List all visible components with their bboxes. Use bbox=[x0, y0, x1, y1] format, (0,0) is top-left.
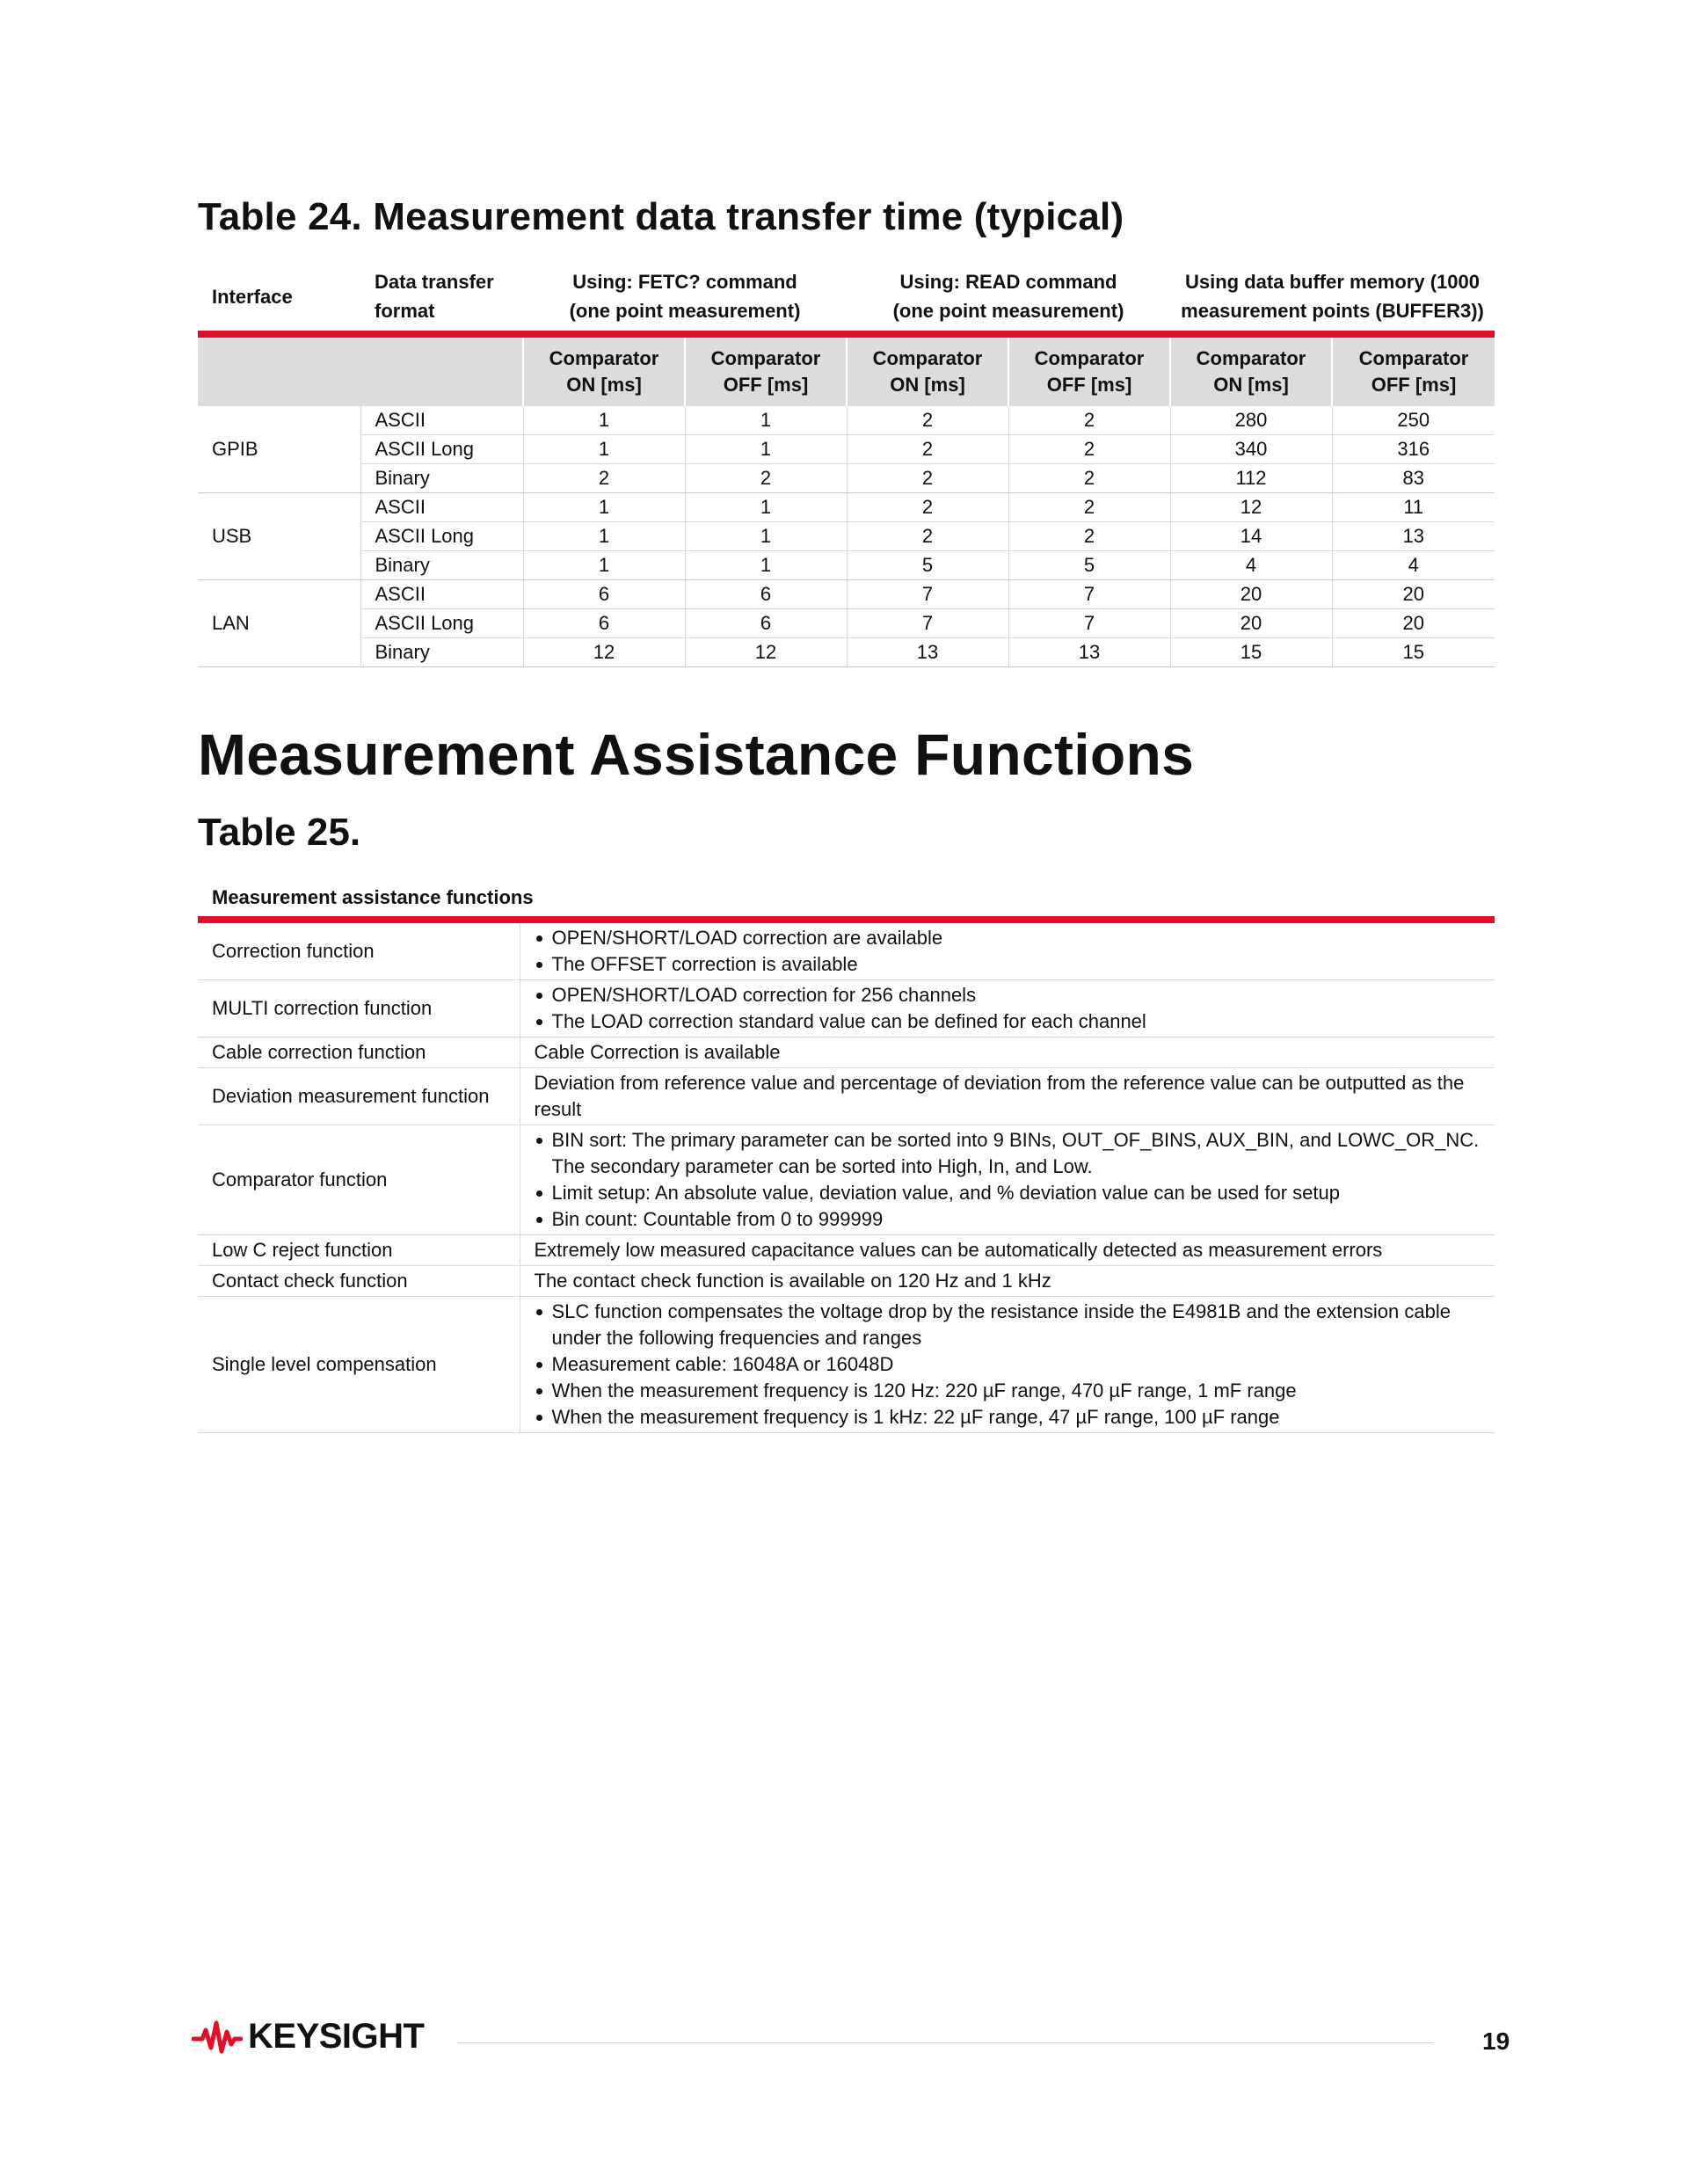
value-cell: 2 bbox=[847, 493, 1008, 522]
header-buffer bbox=[1170, 262, 1495, 331]
function-description-cell bbox=[520, 923, 1495, 980]
table24-title: Table 24. Measurement data transfer time (typical) bbox=[198, 195, 1124, 238]
value-cell: 7 bbox=[847, 609, 1008, 638]
table-row bbox=[198, 580, 1495, 609]
value-cell: 6 bbox=[523, 609, 685, 638]
value-cell: 20 bbox=[1332, 580, 1495, 609]
header-fetc-line1: Using: FETC? command bbox=[572, 271, 797, 293]
header-fetc bbox=[523, 262, 847, 331]
section-title: Measurement Assistance Functions bbox=[198, 722, 1195, 787]
subheader-label: Comparator bbox=[1196, 347, 1306, 369]
bullet-item: SLC function compensates the voltage drop by the resistance inside the E4981B and the extension cable under the following frequencies and ranges bbox=[535, 1299, 1487, 1351]
subheader-unit: OFF [ms] bbox=[1371, 374, 1457, 396]
value-cell: 13 bbox=[847, 638, 1008, 667]
format-cell: ASCII bbox=[360, 406, 523, 435]
subheader-label: Comparator bbox=[1034, 347, 1145, 369]
format-cell: Binary bbox=[360, 551, 523, 580]
table-row bbox=[198, 638, 1495, 667]
header-fetc-line2: (one point measurement) bbox=[569, 300, 801, 322]
footer-divider bbox=[457, 2042, 1433, 2043]
subheader-buffer-on bbox=[1170, 338, 1332, 406]
subheader-read-on bbox=[847, 338, 1008, 406]
function-description-cell: Extremely low measured capacitance values can be automatically detected as measurement errors bbox=[520, 1235, 1495, 1266]
value-cell: 2 bbox=[847, 464, 1008, 493]
subheader-label: Comparator bbox=[549, 347, 659, 369]
table-row bbox=[198, 1125, 1495, 1235]
value-cell: 7 bbox=[1008, 580, 1170, 609]
value-cell: 6 bbox=[685, 609, 847, 638]
table25-red-rule bbox=[198, 916, 1495, 923]
function-description-cell: Deviation from reference value and percentage of deviation from the reference value can be outputted as the result bbox=[520, 1068, 1495, 1125]
table-row bbox=[198, 1266, 1495, 1297]
interface-cell: USB bbox=[198, 493, 360, 580]
header-interface: Interface bbox=[212, 285, 293, 308]
subheader-unit: ON [ms] bbox=[890, 374, 965, 396]
table-row bbox=[198, 609, 1495, 638]
header-buffer-line2: measurement points (BUFFER3)) bbox=[1181, 300, 1484, 322]
table-row bbox=[198, 522, 1495, 551]
bullet-item: Measurement cable: 16048A or 16048D bbox=[535, 1351, 1487, 1378]
value-cell: 1 bbox=[523, 551, 685, 580]
table-row bbox=[198, 1037, 1495, 1068]
value-cell: 20 bbox=[1170, 580, 1332, 609]
table-row bbox=[198, 464, 1495, 493]
value-cell: 6 bbox=[523, 580, 685, 609]
subheader-unit: OFF [ms] bbox=[1046, 374, 1132, 396]
value-cell: 15 bbox=[1332, 638, 1495, 667]
subheader-read-off bbox=[1008, 338, 1170, 406]
header-read bbox=[847, 262, 1170, 331]
value-cell: 11 bbox=[1332, 493, 1495, 522]
function-name-cell: Deviation measurement function bbox=[198, 1068, 520, 1125]
value-cell: 20 bbox=[1332, 609, 1495, 638]
value-cell: 15 bbox=[1170, 638, 1332, 667]
value-cell: 2 bbox=[1008, 406, 1170, 435]
function-description-cell bbox=[520, 1125, 1495, 1235]
value-cell: 2 bbox=[1008, 493, 1170, 522]
transfer-time-table bbox=[198, 262, 1495, 667]
keysight-logo bbox=[192, 2017, 424, 2057]
bullet-item: OPEN/SHORT/LOAD correction for 256 channels bbox=[535, 982, 1487, 1008]
bullet-item: BIN sort: The primary parameter can be sorted into 9 BINs, OUT_OF_BINS, AUX_BIN, and LOWC_OR_NC. The secondary parameter can be sorted into High, In, and Low. bbox=[535, 1127, 1487, 1180]
value-cell: 112 bbox=[1170, 464, 1332, 493]
function-name-cell: Single level compensation bbox=[198, 1297, 520, 1433]
table-row bbox=[198, 551, 1495, 580]
bullet-item: When the measurement frequency is 1 kHz: 22 µF range, 47 µF range, 100 µF range bbox=[535, 1404, 1487, 1431]
value-cell: 12 bbox=[1170, 493, 1332, 522]
subheader-label: Comparator bbox=[1358, 347, 1469, 369]
table24-red-rule bbox=[198, 331, 1495, 338]
value-cell: 5 bbox=[1008, 551, 1170, 580]
bullet-item: Limit setup: An absolute value, deviation value, and % deviation value can be used for setup bbox=[535, 1180, 1487, 1206]
value-cell: 83 bbox=[1332, 464, 1495, 493]
bullet-list bbox=[535, 1127, 1487, 1233]
function-name-cell: Contact check function bbox=[198, 1266, 520, 1297]
header-read-line2: (one point measurement) bbox=[892, 300, 1124, 322]
format-cell: Binary bbox=[360, 638, 523, 667]
value-cell: 20 bbox=[1170, 609, 1332, 638]
value-cell: 5 bbox=[847, 551, 1008, 580]
value-cell: 1 bbox=[685, 493, 847, 522]
value-cell: 4 bbox=[1170, 551, 1332, 580]
bullet-item: The OFFSET correction is available bbox=[535, 951, 1487, 978]
format-cell: ASCII bbox=[360, 580, 523, 609]
format-cell: ASCII Long bbox=[360, 522, 523, 551]
function-name-cell: Comparator function bbox=[198, 1125, 520, 1235]
value-cell: 2 bbox=[1008, 464, 1170, 493]
bullet-list bbox=[535, 1299, 1487, 1431]
function-name-cell: Low C reject function bbox=[198, 1235, 520, 1266]
value-cell: 13 bbox=[1332, 522, 1495, 551]
bullet-item: Bin count: Countable from 0 to 999999 bbox=[535, 1206, 1487, 1233]
value-cell: 13 bbox=[1008, 638, 1170, 667]
value-cell: 280 bbox=[1170, 406, 1332, 435]
subheader-label: Comparator bbox=[710, 347, 821, 369]
bullet-list bbox=[535, 925, 1487, 978]
value-cell: 1 bbox=[523, 435, 685, 464]
format-cell: ASCII Long bbox=[360, 435, 523, 464]
table-row bbox=[198, 980, 1495, 1037]
assistance-functions-table bbox=[198, 879, 1495, 1433]
interface-cell: GPIB bbox=[198, 406, 360, 493]
table-row bbox=[198, 493, 1495, 522]
subheader-fetc-off bbox=[685, 338, 847, 406]
subheader-empty bbox=[360, 338, 523, 406]
format-cell: ASCII Long bbox=[360, 609, 523, 638]
table-row bbox=[198, 1068, 1495, 1125]
header-read-line1: Using: READ command bbox=[899, 271, 1117, 293]
subheader-unit: ON [ms] bbox=[1213, 374, 1289, 396]
value-cell: 340 bbox=[1170, 435, 1332, 464]
table-row bbox=[198, 1235, 1495, 1266]
table24-body bbox=[198, 406, 1495, 667]
value-cell: 4 bbox=[1332, 551, 1495, 580]
table-row bbox=[198, 406, 1495, 435]
value-cell: 1 bbox=[523, 493, 685, 522]
format-cell: Binary bbox=[360, 464, 523, 493]
header-format bbox=[360, 262, 523, 331]
value-cell: 2 bbox=[847, 522, 1008, 551]
value-cell: 7 bbox=[847, 580, 1008, 609]
table24-subheader-row bbox=[198, 338, 1495, 406]
table-row bbox=[198, 1297, 1495, 1433]
subheader-unit: OFF [ms] bbox=[723, 374, 809, 396]
value-cell: 2 bbox=[847, 406, 1008, 435]
table25-header-row bbox=[198, 879, 1495, 916]
value-cell: 6 bbox=[685, 580, 847, 609]
function-description-cell: The contact check function is available on 120 Hz and 1 kHz bbox=[520, 1266, 1495, 1297]
function-description-cell bbox=[520, 1297, 1495, 1433]
bullet-item: The LOAD correction standard value can be defined for each channel bbox=[535, 1008, 1487, 1035]
bullet-item: OPEN/SHORT/LOAD correction are available bbox=[535, 925, 1487, 951]
value-cell: 316 bbox=[1332, 435, 1495, 464]
subheader-unit: ON [ms] bbox=[566, 374, 642, 396]
function-name-cell: Correction function bbox=[198, 923, 520, 980]
header-buffer-line1: Using data buffer memory (1000 bbox=[1185, 271, 1480, 293]
table24-header-row bbox=[198, 262, 1495, 331]
function-name-cell: MULTI correction function bbox=[198, 980, 520, 1037]
value-cell: 1 bbox=[685, 551, 847, 580]
value-cell: 1 bbox=[523, 522, 685, 551]
interface-cell: LAN bbox=[198, 580, 360, 667]
value-cell: 250 bbox=[1332, 406, 1495, 435]
logo-text: KEYSIGHT bbox=[248, 2017, 425, 2056]
subheader-fetc-on bbox=[523, 338, 685, 406]
header-format-line2: format bbox=[375, 300, 435, 322]
subheader-buffer-off bbox=[1332, 338, 1495, 406]
subheader-label: Comparator bbox=[872, 347, 983, 369]
bullet-item: When the measurement frequency is 120 Hz: 220 µF range, 470 µF range, 1 mF range bbox=[535, 1378, 1487, 1404]
page-number: 19 bbox=[1482, 2027, 1510, 2055]
function-description-cell: Cable Correction is available bbox=[520, 1037, 1495, 1068]
value-cell: 2 bbox=[1008, 435, 1170, 464]
function-description-cell bbox=[520, 980, 1495, 1037]
value-cell: 12 bbox=[523, 638, 685, 667]
value-cell: 2 bbox=[685, 464, 847, 493]
function-name-cell: Cable correction function bbox=[198, 1037, 520, 1068]
table25-header: Measurement assistance functions bbox=[212, 886, 534, 908]
header-format-line1: Data transfer bbox=[375, 271, 494, 293]
value-cell: 1 bbox=[685, 435, 847, 464]
value-cell: 14 bbox=[1170, 522, 1332, 551]
table-row bbox=[198, 923, 1495, 980]
value-cell: 7 bbox=[1008, 609, 1170, 638]
value-cell: 1 bbox=[685, 522, 847, 551]
value-cell: 1 bbox=[685, 406, 847, 435]
bullet-list bbox=[535, 982, 1487, 1035]
subheader-empty bbox=[198, 338, 360, 406]
value-cell: 2 bbox=[1008, 522, 1170, 551]
format-cell: ASCII bbox=[360, 493, 523, 522]
table25-title: Table 25. bbox=[198, 811, 361, 854]
value-cell: 12 bbox=[685, 638, 847, 667]
value-cell: 2 bbox=[523, 464, 685, 493]
value-cell: 2 bbox=[847, 435, 1008, 464]
table25-body bbox=[198, 923, 1495, 1433]
table-row bbox=[198, 435, 1495, 464]
value-cell: 1 bbox=[523, 406, 685, 435]
keysight-wave-icon bbox=[192, 2020, 243, 2055]
